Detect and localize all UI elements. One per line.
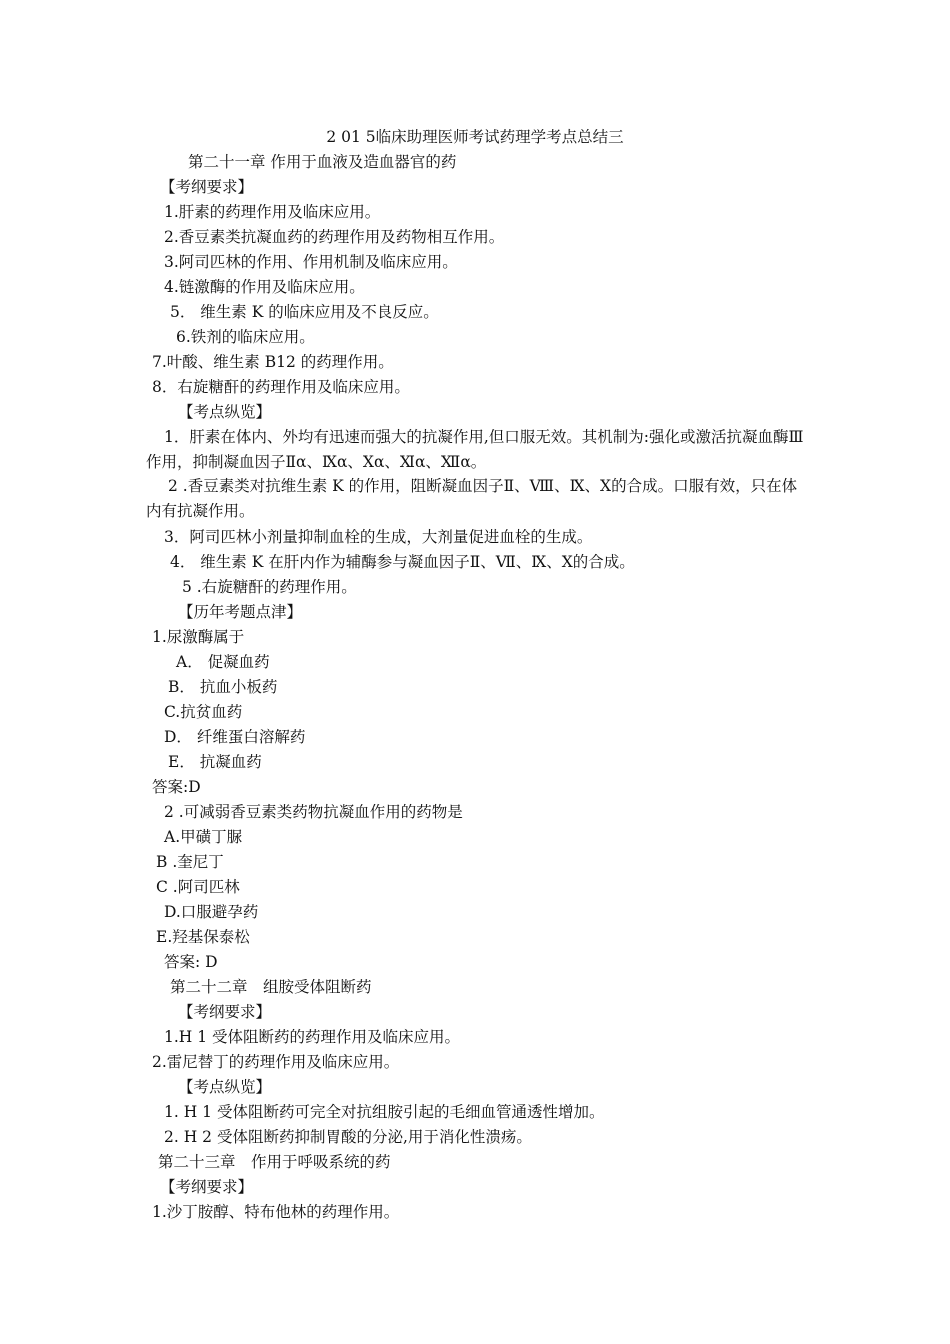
question-1-answer: 答案:D — [152, 778, 201, 796]
ch21-requirement-item: 4.链激酶的作用及临床应用。 — [164, 278, 365, 296]
ch22-point-item: 1. H 1 受体阻断药可完全对抗组胺引起的毛细血管通透性增加。 — [164, 1103, 605, 1121]
ch21-requirement-item: 1.肝素的药理作用及临床应用。 — [164, 203, 381, 221]
ch23-requirements-heading: 【考纲要求】 — [160, 1178, 254, 1196]
ch22-requirements-heading: 【考纲要求】 — [178, 1003, 272, 1021]
question-1-option: B． 抗血小板药 — [168, 678, 278, 696]
question-2-option: B .奎尼丁 — [156, 853, 224, 871]
question-1-option: C.抗贫血药 — [164, 703, 243, 721]
ch21-point-paragraph: 1．肝素在体内、外均有迅速而强大的抗凝作用,但口服无效。其机制为:强化或激活抗凝血酶Ⅲ作用，抑制凝血因子Ⅱα、Ⅸα、Ⅹα、Ⅺα、Ⅻα。 — [146, 428, 804, 471]
ch21-point-paragraph: 2 .香豆素类对抗维生素 K 的作用，阻断凝血因子Ⅱ、Ⅷ、Ⅸ、Ⅹ的合成。口服有效，只在体内有抗凝作用。 — [146, 477, 798, 520]
ch21-requirements-heading: 【考纲要求】 — [160, 178, 254, 196]
ch22-point-item: 2. H 2 受体阻断药抑制胃酸的分泌,用于消化性溃疡。 — [164, 1128, 532, 1146]
ch21-requirement-item: 2.香豆素类抗凝血药的药理作用及药物相互作用。 — [164, 228, 505, 246]
ch21-requirement-item: 7.叶酸、维生素 B12 的药理作用。 — [152, 353, 394, 371]
question-1: 1.尿激酶属于 — [152, 628, 245, 646]
question-2-answer: 答案: D — [164, 953, 218, 971]
ch21-exam-heading: 【历年考题点津】 — [178, 603, 303, 621]
question-1-option: D． 纤维蛋白溶解药 — [164, 728, 306, 746]
ch21-point-item: 5 .右旋糖酐的药理作用。 — [182, 578, 357, 596]
chapter-23-heading: 第二十三章 作用于呼吸系统的药 — [158, 1153, 391, 1171]
question-2: 2 .可减弱香豆素类药物抗凝血作用的药物是 — [164, 803, 463, 821]
ch21-requirement-item: 6.铁剂的临床应用。 — [176, 328, 315, 346]
ch22-points-heading: 【考点纵览】 — [178, 1078, 272, 1096]
question-2-option: C .阿司匹林 — [156, 878, 240, 896]
question-2-option: A.甲磺丁脲 — [164, 828, 243, 846]
ch21-point-item: 4． 维生素 K 在肝内作为辅酶参与凝血因子Ⅱ、Ⅶ、Ⅸ、Ⅹ的合成。 — [170, 553, 635, 571]
ch22-requirement-item: 2.雷尼替丁的药理作用及临床应用。 — [152, 1053, 400, 1071]
document-title: 2 01 5临床助理医师考试药理学考点总结三 — [326, 128, 624, 146]
ch21-requirement-item: 8．右旋糖酐的药理作用及临床应用。 — [152, 378, 410, 396]
ch21-points-heading: 【考点纵览】 — [178, 403, 272, 421]
ch21-point-item: 3．阿司匹林小剂量抑制血栓的生成，大剂量促进血栓的生成。 — [164, 528, 593, 546]
chapter-21-heading: 第二十一章 作用于血液及造血器官的药 — [188, 153, 457, 171]
ch23-requirement-item: 1.沙丁胺醇、特布他林的药理作用。 — [152, 1203, 400, 1221]
chapter-22-heading: 第二十二章 组胺受体阻断药 — [170, 978, 372, 996]
question-2-option: D.口服避孕药 — [164, 903, 259, 921]
question-1-option: E． 抗凝血药 — [168, 753, 262, 771]
question-2-option: E.羟基保泰松 — [156, 928, 250, 946]
ch22-requirement-item: 1.H 1 受体阻断药的药理作用及临床应用。 — [164, 1028, 461, 1046]
ch21-requirement-item: 3.阿司匹林的作用、作用机制及临床应用。 — [164, 253, 458, 271]
question-1-option: A． 促凝血药 — [176, 653, 270, 671]
ch21-requirement-item: 5． 维生素 K 的临床应用及不良反应。 — [170, 303, 439, 321]
